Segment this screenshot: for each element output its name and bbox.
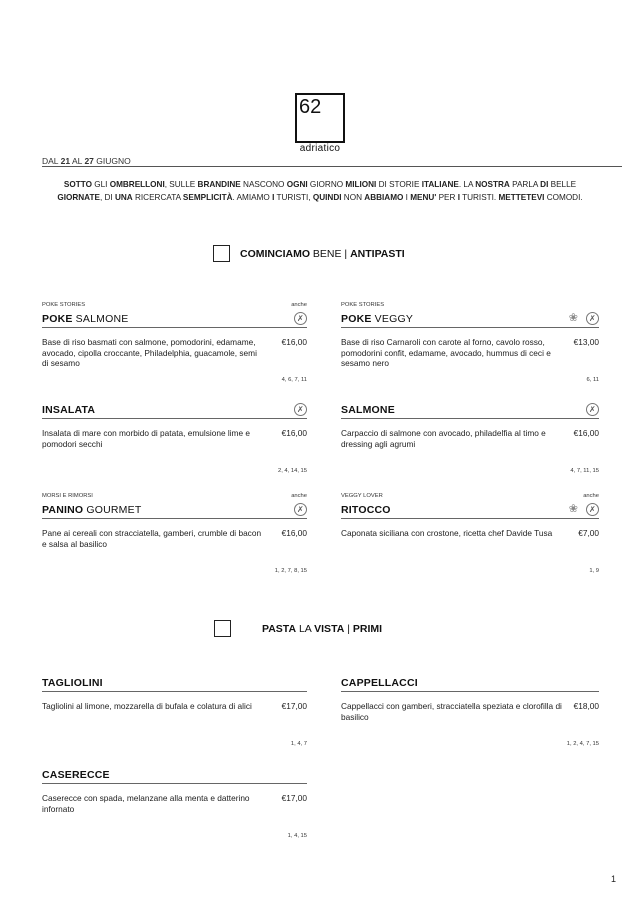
- date-range: DAL 21 AL 27 GIUGNO: [42, 156, 131, 166]
- header-divider: [42, 166, 622, 167]
- intro-segment: . LA: [458, 180, 476, 189]
- intro-segment: I: [272, 193, 275, 202]
- intro-segment: GLI: [91, 180, 110, 189]
- dish-title: PANINO GOURMET: [42, 504, 142, 516]
- dish-description: Caserecce con spada, melanzane alla menta e datterino infornato: [42, 793, 250, 814]
- section-antipasti-heading: COMINCIAMO BENE | ANTIPASTI: [213, 245, 405, 262]
- anche-label: anche: [291, 302, 307, 308]
- flower-icon: ❀: [568, 503, 579, 515]
- intro-segment: PER: [436, 193, 458, 202]
- anche-label: anche: [291, 493, 307, 499]
- intro-segment: I: [457, 193, 460, 202]
- dish-allergens: 4, 6, 7, 11: [281, 377, 307, 383]
- dish-category: POKE STORIES: [42, 302, 86, 308]
- dish-category: POKE STORIES: [341, 302, 385, 308]
- dish-title: CASERECCE: [42, 769, 110, 781]
- intro-segment: BRANDINE: [197, 180, 241, 189]
- intro-segment: . AMIAMO: [232, 193, 273, 202]
- intro-segment: METTETEVI: [498, 193, 545, 202]
- dish-price: €17,00: [281, 793, 307, 803]
- dish-title: POKE VEGGY: [341, 313, 414, 325]
- dish-price: €16,00: [573, 428, 599, 438]
- dish-price: €7,00: [578, 528, 599, 538]
- intro-segment: ABBIAMO: [364, 193, 404, 202]
- intro-segment: QUINDI: [312, 193, 342, 202]
- dish-price: €18,00: [573, 701, 599, 711]
- dish-cappellacci: [341, 663, 599, 747]
- intro-segment: NOSTRA: [475, 180, 510, 189]
- dish-allergens: 1, 4, 7: [290, 741, 307, 747]
- intro-segment: , SULLE: [164, 180, 198, 189]
- intro-segment: UNA: [114, 193, 133, 202]
- anche-label: anche: [583, 493, 599, 499]
- gluten-free-icon: ✗: [586, 503, 599, 516]
- intro-segment: SOTTO: [63, 180, 92, 189]
- dish-poke-veggy: [341, 299, 599, 383]
- gluten-free-icon: ✗: [586, 312, 599, 325]
- dish-description: Caponata siciliana con crostone, ricetta chef Davide Tusa: [341, 528, 553, 538]
- dish-category: MORSI E RIMORSI: [42, 493, 93, 499]
- intro-segment: OGNI: [286, 180, 308, 189]
- intro-segment: NON: [341, 193, 365, 202]
- dish-caserecce: [42, 755, 307, 839]
- dish-ritocco: [341, 490, 599, 574]
- intro-segment: BELLE: [548, 180, 577, 189]
- dish-poke-salmone: [42, 299, 307, 383]
- dish-description: Tagliolini al limone, mozzarella di bufala e colatura di alici: [42, 701, 252, 711]
- gluten-free-icon: ✗: [586, 403, 599, 416]
- dish-allergens: 1, 4, 15: [287, 833, 307, 839]
- flower-icon: ❀: [568, 312, 579, 324]
- intro-segment: GIORNO: [307, 180, 346, 189]
- intro-segment: TURISTI,: [274, 193, 313, 202]
- dish-title: SALMONE: [341, 404, 395, 416]
- section-primi-heading: PASTA LA VISTA | PRIMI: [214, 620, 382, 637]
- dish-allergens: 1, 2, 4, 7, 15: [566, 741, 599, 747]
- intro-segment: NASCONO: [240, 180, 287, 189]
- dish-description: Base di riso basmati con salmone, pomodorini, edamame, avocado, cipolla croccante, Philadelphia, guacamole, semi di sesamo: [42, 337, 257, 368]
- logo-number: 62: [299, 96, 322, 118]
- intro-text: [52, 178, 588, 204]
- dish-price: €16,00: [281, 428, 307, 438]
- dish-insalata: [42, 390, 307, 474]
- dish-price: €13,00: [573, 337, 599, 347]
- intro-segment: MILIONI: [345, 180, 377, 189]
- intro-segment: GIORNATE: [57, 193, 100, 202]
- dish-title: POKE SALMONE: [42, 313, 129, 325]
- intro-segment: DI STORIE: [376, 180, 422, 189]
- intro-segment: MENU': [410, 193, 437, 202]
- dish-price: €16,00: [281, 528, 307, 538]
- gluten-free-icon: ✗: [294, 403, 307, 416]
- gluten-free-icon: ✗: [294, 312, 307, 325]
- section-box-icon: [213, 245, 230, 262]
- intro-segment: OMBRELLONI: [109, 180, 165, 189]
- dish-description: Insalata di mare con morbido di patata, emulsione lime e pomodori secchi: [42, 428, 250, 449]
- dish-description: Cappellacci con gamberi, stracciatella speziata e clorofilla di basilico: [341, 701, 562, 722]
- dish-panino-gourmet: [42, 490, 307, 574]
- intro-segment: I: [403, 193, 411, 202]
- dish-allergens: 4, 7, 11, 15: [570, 468, 599, 474]
- intro-segment: SEMPLICITÀ: [182, 193, 233, 202]
- dish-category: VEGGY LOVER: [341, 493, 383, 499]
- intro-segment: ITALIANE: [421, 180, 459, 189]
- dish-tagliolini: [42, 663, 307, 747]
- intro-segment: TURISTI.: [459, 193, 499, 202]
- intro-segment: RICERCATA: [132, 193, 183, 202]
- dish-title: RITOCCO: [341, 504, 391, 516]
- dish-title: INSALATA: [42, 404, 96, 416]
- dish-salmone: [341, 390, 599, 474]
- dish-allergens: 6, 11: [586, 377, 599, 383]
- gluten-free-icon: ✗: [294, 503, 307, 516]
- dish-title: CAPPELLACCI: [341, 677, 418, 689]
- section-box-icon: [214, 620, 231, 637]
- dish-description: Base di riso Carnaroli con carote al forno, cavolo rosso, pomodorini confit, edamame, avocado, hummus di ceci e sesamo nero: [341, 337, 551, 368]
- dish-description: Pane ai cereali con stracciatella, gamberi, crumble di bacon e salsa al basilico: [42, 528, 262, 549]
- dish-price: €16,00: [281, 337, 307, 347]
- dish-allergens: 2, 4, 14, 15: [277, 468, 307, 474]
- intro-segment: , DI: [99, 193, 115, 202]
- dish-title: TAGLIOLINI: [42, 677, 103, 689]
- logo-box: [295, 93, 345, 143]
- page-number: 1: [610, 874, 616, 884]
- dish-description: Carpaccio di salmone con avocado, philadelfia al timo e dressing agli agrumi: [341, 428, 546, 449]
- intro-segment: DI: [540, 180, 549, 189]
- dish-allergens: 1, 2, 7, 8, 15: [274, 568, 307, 574]
- logo-name: adriatico: [299, 143, 341, 154]
- intro-segment: PARLA: [509, 180, 541, 189]
- intro-segment: COMODI.: [544, 193, 583, 202]
- dish-allergens: 1, 9: [589, 568, 599, 574]
- dish-price: €17,00: [281, 701, 307, 711]
